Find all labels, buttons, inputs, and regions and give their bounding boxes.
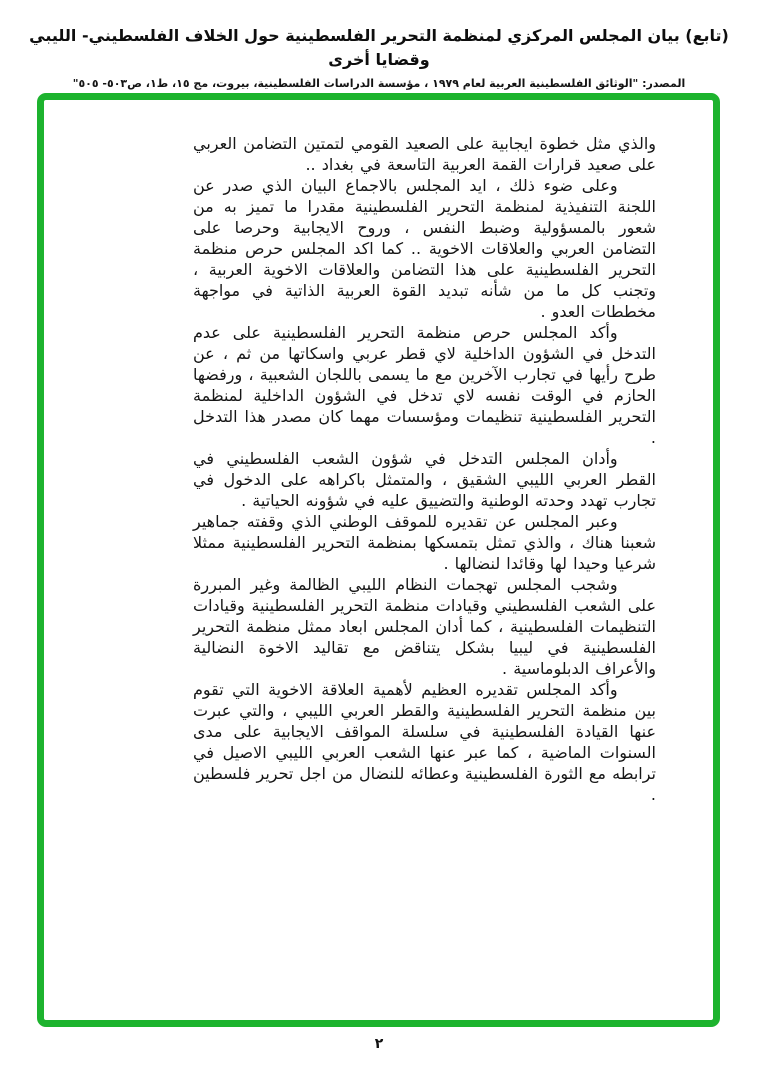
source-citation: المصدر: "الوثائق الفلسطينية العربية لعام ١٩٧٩ ، مؤسسة الدراسات الفلسطينية، بيروت، مج ١٥، ط١، ص٥٠٣- ٥٠٥" [72,77,686,90]
paragraph: وعلى ضوء ذلك ، ايد المجلس بالاجماع البيان الذي صدر عن اللجنة التنفيذية لمنظمة التحرير الفلسطينية مقدرا ما تميز به من شعور بالمسؤولية وضبط النفس ، وروح الايجابية وحرصا على التضامن العربي والعلاقات الاخوية .. كما اكد المجلس حرص منظمة التحرير الفلسطينية على هذا التضامن والعلاقات الاخوية العربية ، وتجنب كل ما من شأنه تبديد القوة العربية الذاتية في مواجهة مخططات العدو . [193,176,656,321]
paragraph: والذي مثل خطوة ايجابية على الصعيد القومي لتمتين التضامن العربي على صعيد قرارات القمة العربية التاسعة في بغداد .. [193,134,656,174]
paragraph: وعبر المجلس عن تقديره للموقف الوطني الذي وقفته جماهير شعبنا هناك ، والذي تمثل بتمسكها بمنظمة التحرير الفلسطينية ممثلا شرعيا وحيدا لها وقائدا لنضالها . [193,512,656,573]
paragraph: وأكد المجلس تقديره العظيم لأهمية العلاقة الاخوية التي تقوم بين منظمة التحرير الفلسطينية والقطر العربي الليبي ، والتي عبرت عنها القيادة الفلسطينية في سلسلة المواقف الايجابية على مدى السنوات الماضية ، كما عبر عنها الشعب العربي الليبي الاصيل في ترابطه مع الثورة الفلسطينية وعطائه للنضال من اجل تحرير فلسطين . [193,680,656,804]
paragraph: وأكد المجلس حرص منظمة التحرير الفلسطينية على عدم التدخل في الشؤون الداخلية لاي قطر عربي واسكاتها من ثم ، عن طرح رأيها في تجارب الآخرين مع ما يسمى باللجان الشعبية ، ورفضها الحازم في الوقت نفسه لاي تدخل في الشؤون الداخلية لمنظمة التحرير الفلسطينية تنظيمات ومؤسسات مهما كان مصدر هذا التدخل . [193,323,656,447]
paragraph: وشجب المجلس تهجمات النظام الليبي الظالمة وغير المبررة على الشعب الفلسطيني وقيادات منظمة التحرير الفلسطينية وقيادات التنظيمات الفلسطينية ، كما أدان المجلس ابعاد ممثل منظمة التحرير الفلسطينية في ليبيا بشكل يتناقض مع تقاليد الاخوة النضالية والأعراف الدبلوماسية . [193,575,656,678]
page-number: ٢ [374,1036,384,1052]
paragraph: وأدان المجلس التدخل في شؤون الشعب الفلسطيني في القطر العربي الليبي الشقيق ، والمتمثل باكراهه على الدخول في تجارب تهدد وحدته الوطنية والتضييق عليه في شؤونه الحياتية . [193,449,656,510]
document-title: (تابع) بيان المجلس المركزي لمنظمة التحرير الفلسطينية حول الخلاف الفلسطيني- الليبي وقضايا أخرى [29,26,729,69]
document-body [193,133,656,805]
document-header [0,24,758,90]
